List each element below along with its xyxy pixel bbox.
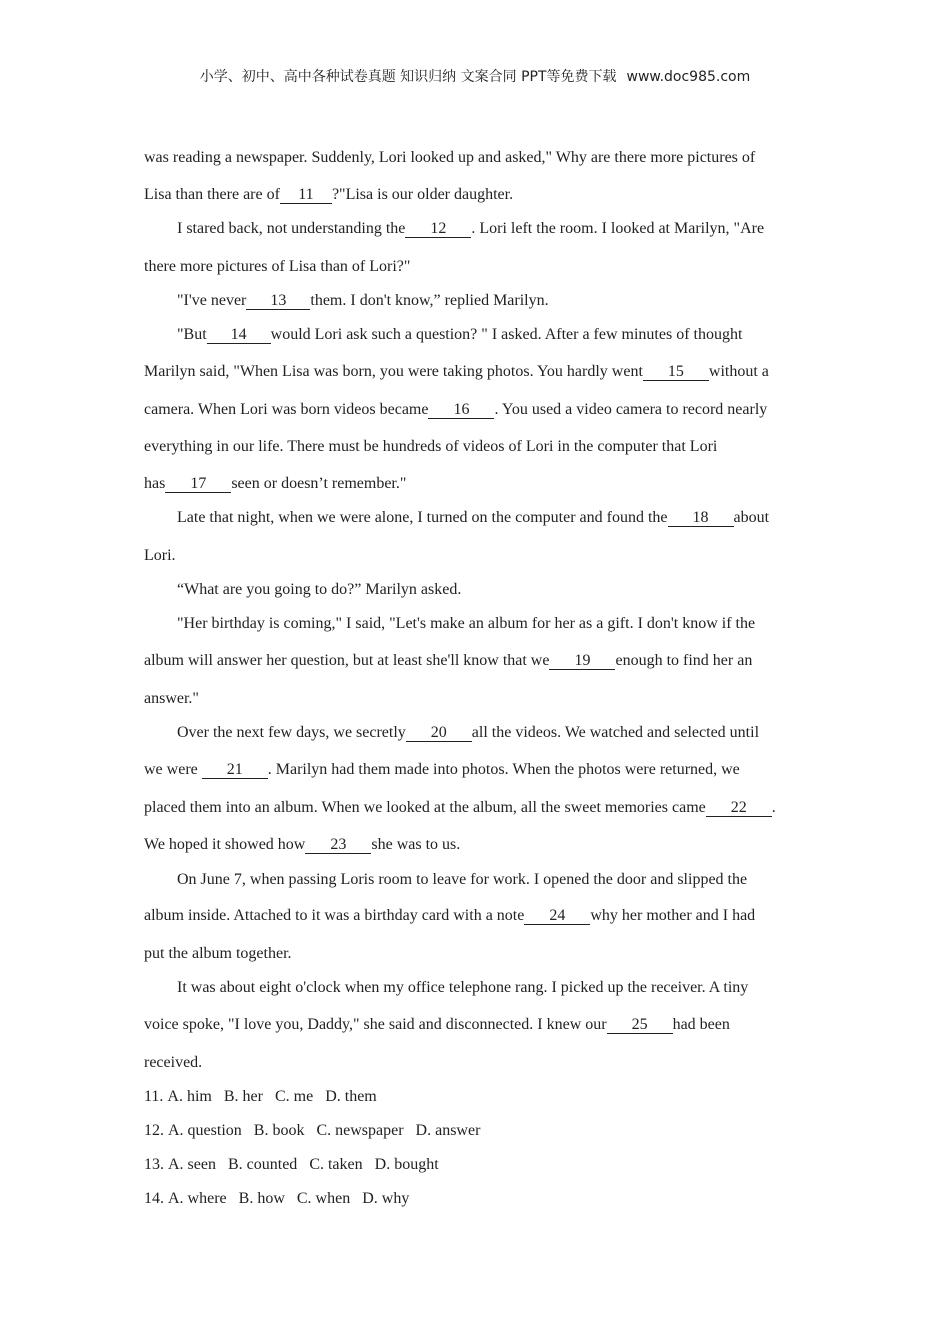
option-a: A. seen <box>168 1156 216 1173</box>
passage-text: . <box>771 799 776 816</box>
option-b: B. counted <box>227 1156 298 1173</box>
passage-text: It was about eight o'clock when my office telephone rang. I picked up the receiver. A tiny <box>177 979 749 996</box>
passage-text: put the album together. <box>144 945 292 962</box>
passage-text: we were <box>144 761 202 778</box>
passage-line <box>144 798 814 818</box>
passage-text: Late that night, when we were alone, I turned on the computer and found the <box>177 509 668 526</box>
passage-line <box>144 944 814 964</box>
passage-text: she was to us. <box>371 836 461 853</box>
passage-line <box>144 362 814 382</box>
blank-14: 14 <box>207 326 271 344</box>
passage-text: had been <box>672 1016 730 1033</box>
page-header <box>0 66 950 86</box>
option-a: A. where <box>168 1190 227 1207</box>
passage-line <box>177 508 817 528</box>
passage-line <box>144 906 814 926</box>
passage-text: received. <box>144 1054 203 1071</box>
option-c: C. newspaper <box>316 1122 404 1139</box>
passage-text: album inside. Attached to it was a birthday card with a note <box>144 907 525 924</box>
passage-text: . Lori left the room. I looked at Marilyn, "Are <box>471 220 765 237</box>
question-12 <box>144 1121 814 1141</box>
passage-text: Lisa than there are of <box>144 186 280 203</box>
passage-text: without a <box>708 363 769 380</box>
question-14 <box>144 1189 814 1209</box>
passage-line <box>144 437 814 457</box>
blank-13: 13 <box>246 292 310 310</box>
blank-11: 11 <box>280 186 332 204</box>
blank-22: 22 <box>706 799 772 817</box>
passage-line <box>144 1053 814 1073</box>
passage-text: I stared back, not understanding the <box>177 220 406 237</box>
passage-line <box>177 723 817 743</box>
passage-text: "I've never <box>177 292 247 309</box>
passage-line <box>177 870 817 890</box>
passage-text: Lori. <box>144 547 176 564</box>
passage-text: placed them into an album. When we looked at the album, all the sweet memories came <box>144 799 706 816</box>
passage-line <box>177 978 817 998</box>
option-c: C. when <box>296 1190 351 1207</box>
option-b: B. book <box>253 1122 305 1139</box>
passage-line <box>144 835 814 855</box>
passage-text: why her mother and I had <box>590 907 756 924</box>
option-a: A. question <box>168 1122 242 1139</box>
passage-line <box>144 1015 814 1035</box>
passage-text: them. I don't know,” replied Marilyn. <box>310 292 549 309</box>
header-url: www.doc985.com <box>626 69 751 85</box>
passage-line <box>144 474 814 494</box>
passage-text: all the videos. We watched and selected until <box>471 724 760 741</box>
passage-text: album will answer her question, but at least she'll know that we <box>144 652 550 669</box>
passage-line <box>144 185 814 205</box>
passage-line <box>177 580 817 600</box>
option-c: C. me <box>274 1088 314 1105</box>
option-d: D. why <box>362 1190 410 1207</box>
passage-text: "But <box>177 326 207 343</box>
passage-text: voice spoke, "I love you, Daddy," she said and disconnected. I knew our <box>144 1016 607 1033</box>
passage-text: ?"Lisa is our older daughter. <box>331 186 514 203</box>
blank-18: 18 <box>668 509 734 527</box>
blank-19: 19 <box>549 652 615 670</box>
blank-20: 20 <box>406 724 472 742</box>
blank-25: 25 <box>607 1016 673 1034</box>
blank-23: 23 <box>305 836 371 854</box>
blank-21: 21 <box>202 761 268 779</box>
option-b: B. how <box>238 1190 285 1207</box>
question-number: 11. <box>144 1088 164 1105</box>
passage-text: camera. When Lori was born videos became <box>144 401 429 418</box>
passage-line <box>144 760 814 780</box>
option-d: D. answer <box>415 1122 481 1139</box>
option-a: A. him <box>167 1088 212 1105</box>
option-d: D. them <box>325 1088 377 1105</box>
question-13 <box>144 1155 814 1175</box>
passage-line <box>144 257 814 277</box>
passage-text: would Lori ask such a question? " I asked. After a few minutes of thought <box>270 326 743 343</box>
question-number: 12. <box>144 1122 164 1139</box>
passage-text: Over the next few days, we secretly <box>177 724 406 741</box>
passage-text: about <box>733 509 770 526</box>
passage-text: “What are you going to do?” Marilyn asked. <box>177 581 462 598</box>
header-title: 小学、初中、高中各种试卷真题 知识归纳 文案合同 PPT等免费下载 <box>199 69 617 85</box>
passage-line <box>177 614 817 634</box>
passage-text: enough to find her an <box>615 652 753 669</box>
passage-text: . Marilyn had them made into photos. When the photos were returned, we <box>267 761 740 778</box>
passage-text: everything in our life. There must be hundreds of videos of Lori in the computer that Lori <box>144 438 718 455</box>
blank-17: 17 <box>165 475 231 493</box>
option-b: B. her <box>223 1088 263 1105</box>
passage-text: . You used a video camera to record nearly <box>494 401 768 418</box>
passage-line <box>144 400 814 420</box>
passage-text: "Her birthday is coming," I said, "Let's make an album for her as a gift. I don't know if the <box>177 615 756 632</box>
blank-16: 16 <box>428 401 494 419</box>
passage-line <box>177 219 817 239</box>
passage-line <box>144 148 814 168</box>
passage-text: On June 7, when passing Loris room to leave for work. I opened the door and slipped the <box>177 871 748 888</box>
passage-text: answer." <box>144 690 199 707</box>
blank-12: 12 <box>405 220 471 238</box>
option-c: C. taken <box>309 1156 363 1173</box>
passage-text: seen or doesn’t remember." <box>231 475 407 492</box>
blank-15: 15 <box>643 363 709 381</box>
passage-line <box>144 546 814 566</box>
passage-text: was reading a newspaper. Suddenly, Lori looked up and asked," Why are there more pictures of <box>144 149 756 166</box>
passage-text: We hoped it showed how <box>144 836 306 853</box>
passage-line <box>144 689 814 709</box>
passage-text: has <box>144 475 166 492</box>
passage-text: there more pictures of Lisa than of Lori?" <box>144 258 411 275</box>
question-number: 14. <box>144 1190 164 1207</box>
passage-text: Marilyn said, "When Lisa was born, you were taking photos. You hardly went <box>144 363 643 380</box>
passage-line <box>177 325 817 345</box>
passage-line <box>177 291 817 311</box>
question-11 <box>144 1087 814 1107</box>
question-number: 13. <box>144 1156 164 1173</box>
blank-24: 24 <box>524 907 590 925</box>
option-d: D. bought <box>374 1156 439 1173</box>
passage-line <box>144 651 814 671</box>
